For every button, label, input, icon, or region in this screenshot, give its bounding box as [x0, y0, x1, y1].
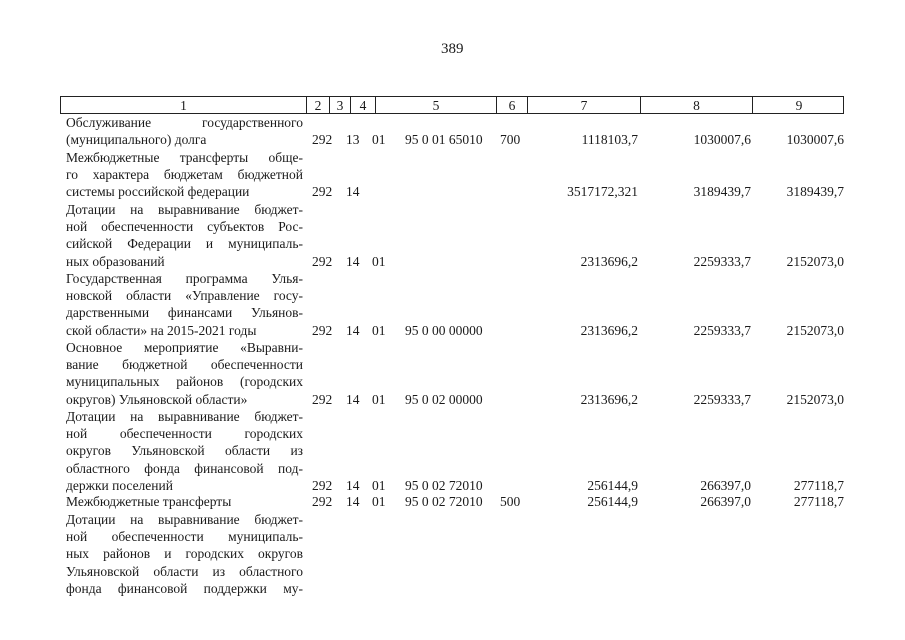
col-8-value: 3189439,7 — [693, 184, 751, 200]
col-8-value: 266397,0 — [700, 477, 751, 493]
col-3-value: 13 — [346, 132, 360, 148]
col-2-value: 292 — [312, 322, 333, 338]
col-2-value: 292 — [312, 184, 333, 200]
header-col-5: 5 — [375, 97, 496, 113]
page-number: 389 — [441, 41, 464, 57]
col-9-value: 3189439,7 — [786, 184, 844, 200]
col-2-value: 292 — [312, 494, 333, 509]
col-9-value: 2152073,0 — [786, 391, 844, 407]
col-3-value: 14 — [346, 391, 360, 407]
col-3-value: 14 — [346, 477, 360, 493]
description-line: сийской Федерации и муниципаль- — [66, 236, 303, 252]
col-7-value: 2313696,2 — [580, 253, 638, 269]
col-2-value: 292 — [312, 253, 333, 269]
col-3-value: 14 — [346, 184, 360, 200]
col-7-value: 3517172,321 — [567, 184, 638, 200]
col-8-value: 2259333,7 — [693, 322, 751, 338]
col-3-value: 14 — [346, 494, 360, 509]
description-line: областного фонда финансовой под- — [66, 460, 303, 476]
col-5-value: 95 0 02 72010 — [405, 477, 483, 493]
header-col-2: 2 — [306, 97, 329, 113]
row-description — [66, 408, 303, 494]
description-line: вание бюджетной обеспеченности — [66, 357, 303, 373]
col-6-value: 700 — [500, 132, 521, 148]
col-4-value: 01 — [372, 132, 386, 148]
description-line: округов Ульяновской области из — [66, 443, 303, 459]
description-line: Дотации на выравнивание бюджет- — [66, 409, 303, 424]
row-description — [66, 339, 303, 408]
col-8-value: 2259333,7 — [693, 391, 751, 407]
header-col-6: 6 — [496, 97, 527, 113]
description-line: ной обеспеченности городских — [66, 426, 303, 442]
table-header — [60, 96, 844, 114]
col-4-value: 01 — [372, 391, 386, 407]
header-col-1: 1 — [180, 98, 187, 113]
description-line: держки поселений — [66, 477, 173, 493]
description-line: ной обеспеченности субъектов Рос- — [66, 219, 303, 235]
description-line: Дотации на выравнивание бюджет- — [66, 202, 303, 217]
col-2-value: 292 — [312, 391, 333, 407]
col-7-value: 256144,9 — [587, 494, 638, 509]
header-col-9: 9 — [752, 97, 845, 113]
col-2-value: 292 — [312, 477, 333, 493]
col-5-value: 95 0 02 72010 — [405, 494, 483, 509]
col-8-value: 266397,0 — [700, 494, 751, 509]
header-col-3: 3 — [329, 97, 350, 113]
col-5-value: 95 0 00 00000 — [405, 322, 483, 338]
col-4-value: 01 — [372, 322, 386, 338]
description-line: (муниципального) долга — [66, 132, 207, 148]
description-line: муниципальных районов (городских — [66, 374, 303, 390]
description-line: системы российской федерации — [66, 184, 250, 200]
description-line: ской области» на 2015-2021 годы — [66, 322, 257, 338]
col-4-value: 01 — [372, 253, 386, 269]
col-7-value: 2313696,2 — [580, 322, 638, 338]
col-9-value: 277118,7 — [793, 477, 844, 493]
description-line: го характера бюджетам бюджетной — [66, 167, 303, 183]
description-line: дарственными финансами Ульянов- — [66, 305, 303, 321]
col-8-value: 2259333,7 — [693, 253, 751, 269]
header-col-4: 4 — [350, 97, 375, 113]
col-8-value: 1030007,6 — [693, 132, 751, 148]
col-4-value: 01 — [372, 477, 386, 493]
row-description — [66, 114, 303, 148]
col-5-value: 95 0 02 00000 — [405, 391, 483, 407]
header-col-7: 7 — [527, 97, 640, 113]
col-7-value: 1118103,7 — [581, 132, 638, 148]
col-5-value: 95 0 01 65010 — [405, 132, 483, 148]
col-7-value: 2313696,2 — [580, 391, 638, 407]
col-4-value: 01 — [372, 494, 386, 509]
description-line: ных районов и городских округов — [66, 546, 303, 562]
description-line: ных образований — [66, 253, 165, 269]
description-line: Обслуживание государственного — [66, 115, 303, 130]
row-description — [66, 493, 303, 510]
description-line: Ульяновской области из областного — [66, 563, 303, 579]
col-3-value: 14 — [346, 253, 360, 269]
description-line: Дотации на выравнивание бюджет- — [66, 512, 303, 527]
description-line: Межбюджетные трансферты обще- — [66, 150, 303, 165]
description-line: округов) Ульяновской области» — [66, 391, 248, 407]
col-2-value: 292 — [312, 132, 333, 148]
col-6-value: 500 — [500, 494, 521, 509]
col-3-value: 14 — [346, 322, 360, 338]
description-line: фонда финансовой поддержки му- — [66, 580, 303, 596]
row-description — [66, 201, 303, 270]
header-col-8: 8 — [640, 97, 752, 113]
description-line: Государственная программа Улья- — [66, 271, 303, 286]
col-9-value: 2152073,0 — [786, 253, 844, 269]
col-9-value: 277118,7 — [793, 494, 844, 509]
row-description — [66, 270, 303, 339]
description-line: новской области «Управление госу- — [66, 288, 303, 304]
description-line: Межбюджетные трансферты — [66, 494, 232, 509]
row-description — [66, 511, 303, 597]
col-9-value: 2152073,0 — [786, 322, 844, 338]
col-7-value: 256144,9 — [587, 477, 638, 493]
row-description — [66, 149, 303, 201]
col-9-value: 1030007,6 — [786, 132, 844, 148]
description-line: ной обеспеченности муниципаль- — [66, 529, 303, 545]
description-line: Основное мероприятие «Выравни- — [66, 340, 303, 355]
